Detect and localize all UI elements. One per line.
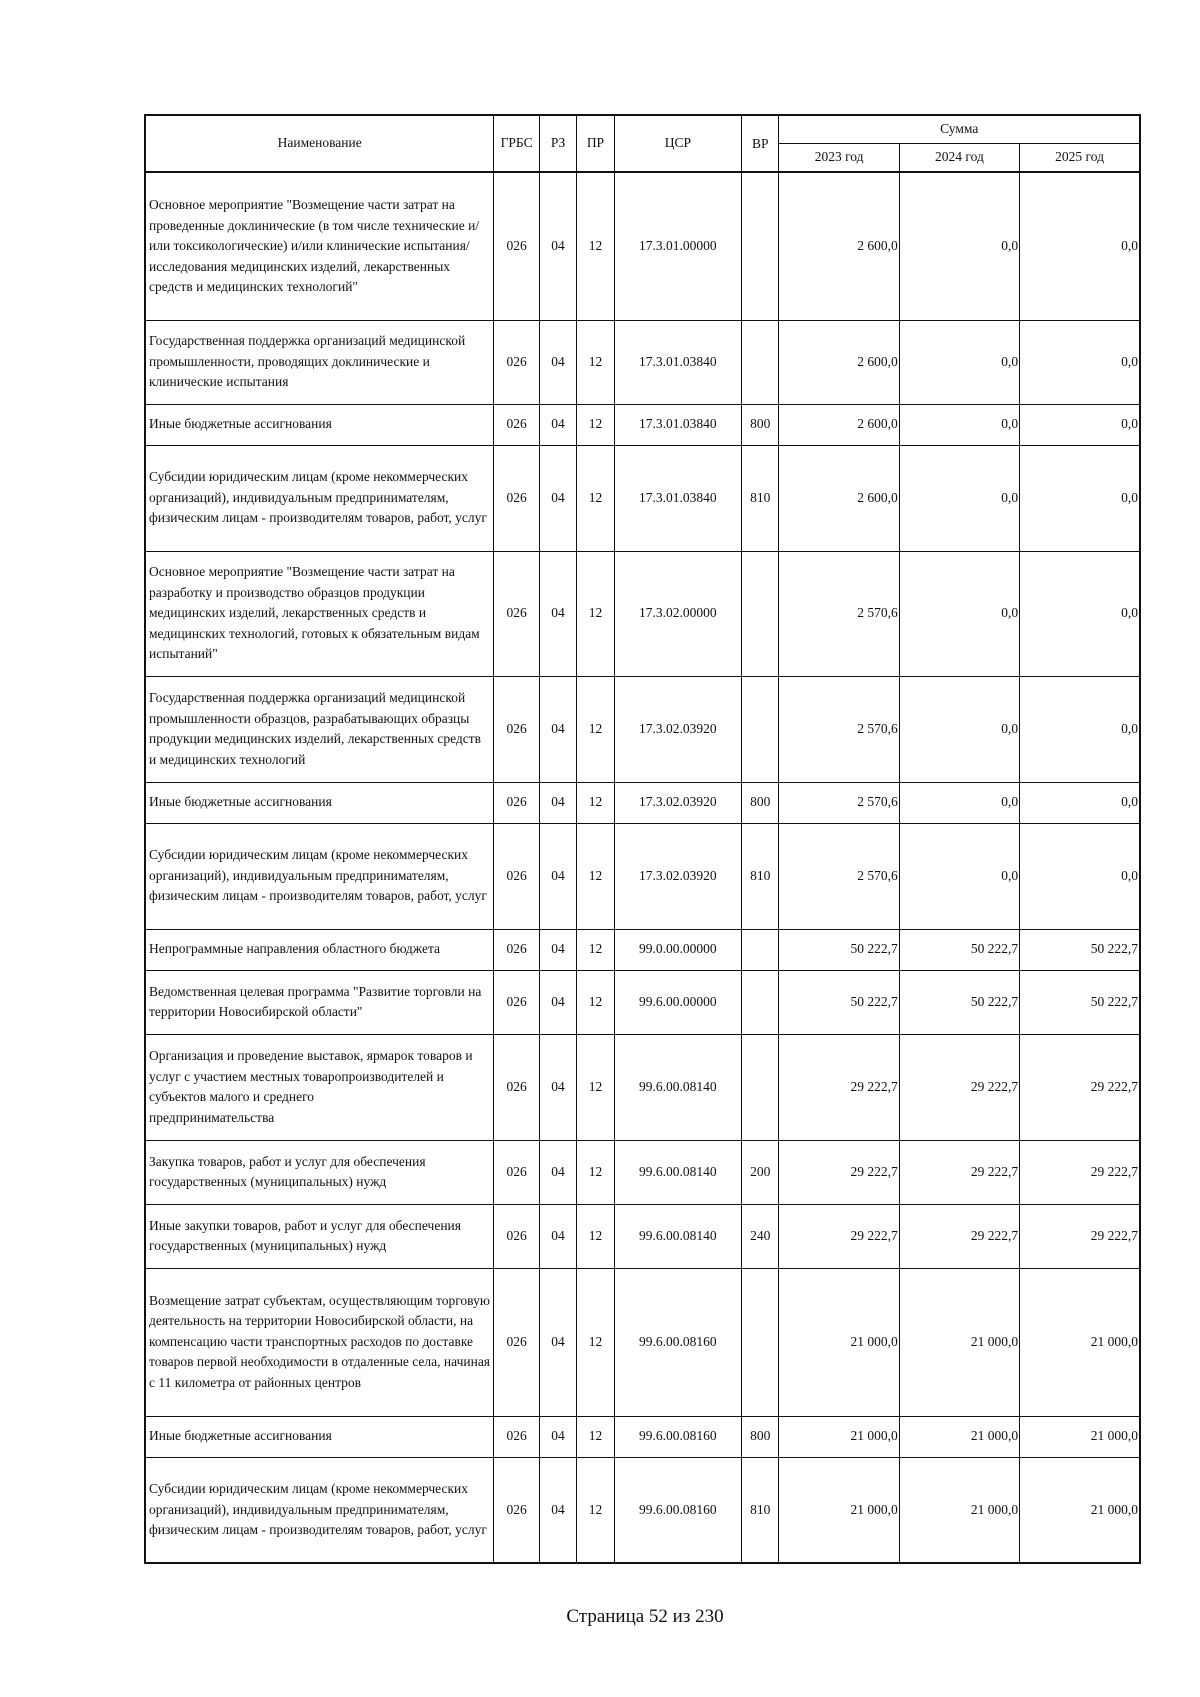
table-body xyxy=(145,172,1140,1563)
table-row xyxy=(145,1268,1140,1416)
table-row xyxy=(145,551,1140,676)
cell-2024: 0,0 xyxy=(899,782,1019,823)
cell-name: Организация и проведение выставок, ярмарок товаров и услуг с участием местных товаропроизводителей и субъектов малого и среднего предпринимательства xyxy=(145,1034,494,1140)
table-row xyxy=(145,1457,1140,1563)
cell-2023: 50 222,7 xyxy=(779,929,899,970)
header-2023: 2023 год xyxy=(779,143,899,172)
cell-pr: 12 xyxy=(577,1457,614,1563)
cell-2025: 21 000,0 xyxy=(1020,1416,1140,1457)
cell-2023: 21 000,0 xyxy=(779,1457,899,1563)
cell-grbs: 026 xyxy=(494,551,540,676)
table-row xyxy=(145,1204,1140,1268)
table-row xyxy=(145,320,1140,404)
cell-grbs: 026 xyxy=(494,445,540,551)
table-row xyxy=(145,404,1140,445)
cell-pr: 12 xyxy=(577,445,614,551)
cell-vr xyxy=(742,676,779,782)
cell-2024: 0,0 xyxy=(899,445,1019,551)
cell-2025: 29 222,7 xyxy=(1020,1140,1140,1204)
cell-vr xyxy=(742,970,779,1034)
cell-name: Иные закупки товаров, работ и услуг для обеспечения государственных (муниципальных) нужд xyxy=(145,1204,494,1268)
cell-grbs: 026 xyxy=(494,1416,540,1457)
cell-csr: 99.6.00.08160 xyxy=(614,1457,741,1563)
cell-2025: 21 000,0 xyxy=(1020,1268,1140,1416)
cell-2023: 21 000,0 xyxy=(779,1268,899,1416)
cell-2024: 21 000,0 xyxy=(899,1416,1019,1457)
cell-2025: 21 000,0 xyxy=(1020,1457,1140,1563)
cell-2023: 2 570,6 xyxy=(779,551,899,676)
cell-name: Субсидии юридическим лицам (кроме некоммерческих организаций), индивидуальным предпринимателям, физическим лицам - производителям товаров, работ, услуг xyxy=(145,823,494,929)
cell-csr: 17.3.02.03920 xyxy=(614,782,741,823)
header-name: Наименование xyxy=(145,115,494,172)
cell-rz: 04 xyxy=(539,1204,576,1268)
cell-pr: 12 xyxy=(577,1416,614,1457)
cell-2023: 29 222,7 xyxy=(779,1204,899,1268)
cell-name: Ведомственная целевая программа "Развитие торговли на территории Новосибирской области" xyxy=(145,970,494,1034)
cell-vr: 200 xyxy=(742,1140,779,1204)
cell-name: Субсидии юридическим лицам (кроме некоммерческих организаций), индивидуальным предпринимателям, физическим лицам - производителям товаров, работ, услуг xyxy=(145,1457,494,1563)
header-grbs: ГРБС xyxy=(494,115,540,172)
cell-2025: 50 222,7 xyxy=(1020,929,1140,970)
cell-2025: 0,0 xyxy=(1020,320,1140,404)
cell-csr: 17.3.02.00000 xyxy=(614,551,741,676)
cell-2024: 0,0 xyxy=(899,823,1019,929)
cell-name: Закупка товаров, работ и услуг для обеспечения государственных (муниципальных) нужд xyxy=(145,1140,494,1204)
page-number: Страница 52 из 230 xyxy=(566,1606,724,1627)
cell-pr: 12 xyxy=(577,676,614,782)
cell-2024: 21 000,0 xyxy=(899,1457,1019,1563)
cell-vr: 800 xyxy=(742,1416,779,1457)
cell-name: Иные бюджетные ассигнования xyxy=(145,1416,494,1457)
cell-pr: 12 xyxy=(577,404,614,445)
table-row xyxy=(145,823,1140,929)
header-sum: Сумма xyxy=(779,115,1140,143)
cell-grbs: 026 xyxy=(494,782,540,823)
cell-2023: 2 600,0 xyxy=(779,320,899,404)
cell-pr: 12 xyxy=(577,1204,614,1268)
cell-grbs: 026 xyxy=(494,172,540,320)
cell-2023: 29 222,7 xyxy=(779,1034,899,1140)
cell-pr: 12 xyxy=(577,551,614,676)
cell-csr: 99.6.00.08140 xyxy=(614,1140,741,1204)
cell-rz: 04 xyxy=(539,970,576,1034)
cell-pr: 12 xyxy=(577,1268,614,1416)
cell-2023: 50 222,7 xyxy=(779,970,899,1034)
cell-2024: 0,0 xyxy=(899,320,1019,404)
header-rz: РЗ xyxy=(539,115,576,172)
cell-csr: 99.6.00.08160 xyxy=(614,1416,741,1457)
cell-name: Иные бюджетные ассигнования xyxy=(145,782,494,823)
cell-2023: 2 570,6 xyxy=(779,676,899,782)
cell-2023: 29 222,7 xyxy=(779,1140,899,1204)
cell-rz: 04 xyxy=(539,172,576,320)
budget-table xyxy=(144,114,1141,1564)
table-header xyxy=(145,115,1140,172)
cell-vr xyxy=(742,1268,779,1416)
cell-2025: 0,0 xyxy=(1020,172,1140,320)
cell-grbs: 026 xyxy=(494,1457,540,1563)
cell-csr: 17.3.01.03840 xyxy=(614,445,741,551)
table-row xyxy=(145,970,1140,1034)
cell-2023: 2 570,6 xyxy=(779,823,899,929)
cell-csr: 99.6.00.00000 xyxy=(614,970,741,1034)
cell-vr xyxy=(742,551,779,676)
table-row xyxy=(145,676,1140,782)
cell-grbs: 026 xyxy=(494,823,540,929)
table-row xyxy=(145,445,1140,551)
cell-name: Основное мероприятие "Возмещение части затрат на разработку и производство образцов продукции медицинских изделий, лекарственных средств и медицинских технологий, готовых к обязательным видам испытаний" xyxy=(145,551,494,676)
cell-csr: 99.6.00.08140 xyxy=(614,1204,741,1268)
cell-csr: 99.0.00.00000 xyxy=(614,929,741,970)
header-vr: ВР xyxy=(742,115,779,172)
cell-rz: 04 xyxy=(539,404,576,445)
table-row xyxy=(145,1140,1140,1204)
cell-2025: 50 222,7 xyxy=(1020,970,1140,1034)
cell-2024: 0,0 xyxy=(899,172,1019,320)
cell-csr: 17.3.01.03840 xyxy=(614,320,741,404)
cell-rz: 04 xyxy=(539,823,576,929)
cell-2025: 0,0 xyxy=(1020,782,1140,823)
cell-2024: 21 000,0 xyxy=(899,1268,1019,1416)
cell-2025: 0,0 xyxy=(1020,445,1140,551)
cell-2024: 29 222,7 xyxy=(899,1204,1019,1268)
cell-grbs: 026 xyxy=(494,320,540,404)
cell-2024: 0,0 xyxy=(899,676,1019,782)
cell-rz: 04 xyxy=(539,1140,576,1204)
header-2024: 2024 год xyxy=(899,143,1019,172)
cell-2023: 2 600,0 xyxy=(779,404,899,445)
cell-pr: 12 xyxy=(577,823,614,929)
cell-name: Непрограммные направления областного бюджета xyxy=(145,929,494,970)
cell-grbs: 026 xyxy=(494,404,540,445)
cell-name: Государственная поддержка организаций медицинской промышленности, проводящих доклинические и клинические испытания xyxy=(145,320,494,404)
cell-grbs: 026 xyxy=(494,1268,540,1416)
cell-2024: 29 222,7 xyxy=(899,1140,1019,1204)
table-row xyxy=(145,929,1140,970)
cell-csr: 17.3.02.03920 xyxy=(614,676,741,782)
header-pr: ПР xyxy=(577,115,614,172)
cell-pr: 12 xyxy=(577,1140,614,1204)
table-row xyxy=(145,1034,1140,1140)
cell-name: Иные бюджетные ассигнования xyxy=(145,404,494,445)
cell-2023: 2 600,0 xyxy=(779,445,899,551)
cell-2024: 0,0 xyxy=(899,404,1019,445)
cell-rz: 04 xyxy=(539,551,576,676)
cell-grbs: 026 xyxy=(494,929,540,970)
cell-2025: 0,0 xyxy=(1020,404,1140,445)
cell-2024: 50 222,7 xyxy=(899,929,1019,970)
cell-grbs: 026 xyxy=(494,1034,540,1140)
cell-rz: 04 xyxy=(539,1416,576,1457)
cell-2025: 0,0 xyxy=(1020,823,1140,929)
cell-rz: 04 xyxy=(539,929,576,970)
cell-rz: 04 xyxy=(539,782,576,823)
cell-csr: 17.3.01.03840 xyxy=(614,404,741,445)
cell-rz: 04 xyxy=(539,1457,576,1563)
cell-2025: 29 222,7 xyxy=(1020,1034,1140,1140)
cell-2024: 0,0 xyxy=(899,551,1019,676)
cell-2025: 0,0 xyxy=(1020,551,1140,676)
cell-vr: 810 xyxy=(742,445,779,551)
cell-pr: 12 xyxy=(577,782,614,823)
cell-csr: 99.6.00.08140 xyxy=(614,1034,741,1140)
cell-name: Возмещение затрат субъектам, осуществляющим торговую деятельность на территории Новосибирской области, на компенсацию части транспортных расходов по доставке товаров первой необходимости в отдаленные села, начиная с 11 километра от районных центров xyxy=(145,1268,494,1416)
cell-pr: 12 xyxy=(577,970,614,1034)
cell-2025: 29 222,7 xyxy=(1020,1204,1140,1268)
cell-csr: 17.3.02.03920 xyxy=(614,823,741,929)
cell-pr: 12 xyxy=(577,1034,614,1140)
cell-2023: 2 570,6 xyxy=(779,782,899,823)
cell-vr xyxy=(742,929,779,970)
cell-vr: 800 xyxy=(742,404,779,445)
cell-rz: 04 xyxy=(539,445,576,551)
cell-rz: 04 xyxy=(539,320,576,404)
table-row xyxy=(145,782,1140,823)
cell-grbs: 026 xyxy=(494,970,540,1034)
cell-vr xyxy=(742,320,779,404)
cell-csr: 17.3.01.00000 xyxy=(614,172,741,320)
cell-rz: 04 xyxy=(539,1034,576,1140)
cell-grbs: 026 xyxy=(494,676,540,782)
header-csr: ЦСР xyxy=(614,115,741,172)
cell-2025: 0,0 xyxy=(1020,676,1140,782)
cell-name: Субсидии юридическим лицам (кроме некоммерческих организаций), индивидуальным предпринимателям, физическим лицам - производителям товаров, работ, услуг xyxy=(145,445,494,551)
cell-pr: 12 xyxy=(577,172,614,320)
cell-2024: 50 222,7 xyxy=(899,970,1019,1034)
cell-vr: 810 xyxy=(742,1457,779,1563)
cell-grbs: 026 xyxy=(494,1204,540,1268)
cell-vr xyxy=(742,1034,779,1140)
cell-rz: 04 xyxy=(539,676,576,782)
cell-vr: 240 xyxy=(742,1204,779,1268)
cell-name: Государственная поддержка организаций медицинской промышленности образцов, разрабатывающих образцы продукции медицинских изделий, лекарственных средств и медицинских технологий xyxy=(145,676,494,782)
cell-vr: 810 xyxy=(742,823,779,929)
cell-2023: 2 600,0 xyxy=(779,172,899,320)
cell-name: Основное мероприятие "Возмещение части затрат на проведенные доклинические (в том числе технические и/или токсикологические) и/или клинические испытания/исследования медицинских изделий, лекарственных средств и медицинских технологий" xyxy=(145,172,494,320)
cell-csr: 99.6.00.08160 xyxy=(614,1268,741,1416)
cell-pr: 12 xyxy=(577,320,614,404)
cell-pr: 12 xyxy=(577,929,614,970)
cell-2023: 21 000,0 xyxy=(779,1416,899,1457)
cell-2024: 29 222,7 xyxy=(899,1034,1019,1140)
table-row xyxy=(145,172,1140,320)
cell-grbs: 026 xyxy=(494,1140,540,1204)
cell-rz: 04 xyxy=(539,1268,576,1416)
cell-vr: 800 xyxy=(742,782,779,823)
header-2025: 2025 год xyxy=(1020,143,1140,172)
table-row xyxy=(145,1416,1140,1457)
cell-vr xyxy=(742,172,779,320)
